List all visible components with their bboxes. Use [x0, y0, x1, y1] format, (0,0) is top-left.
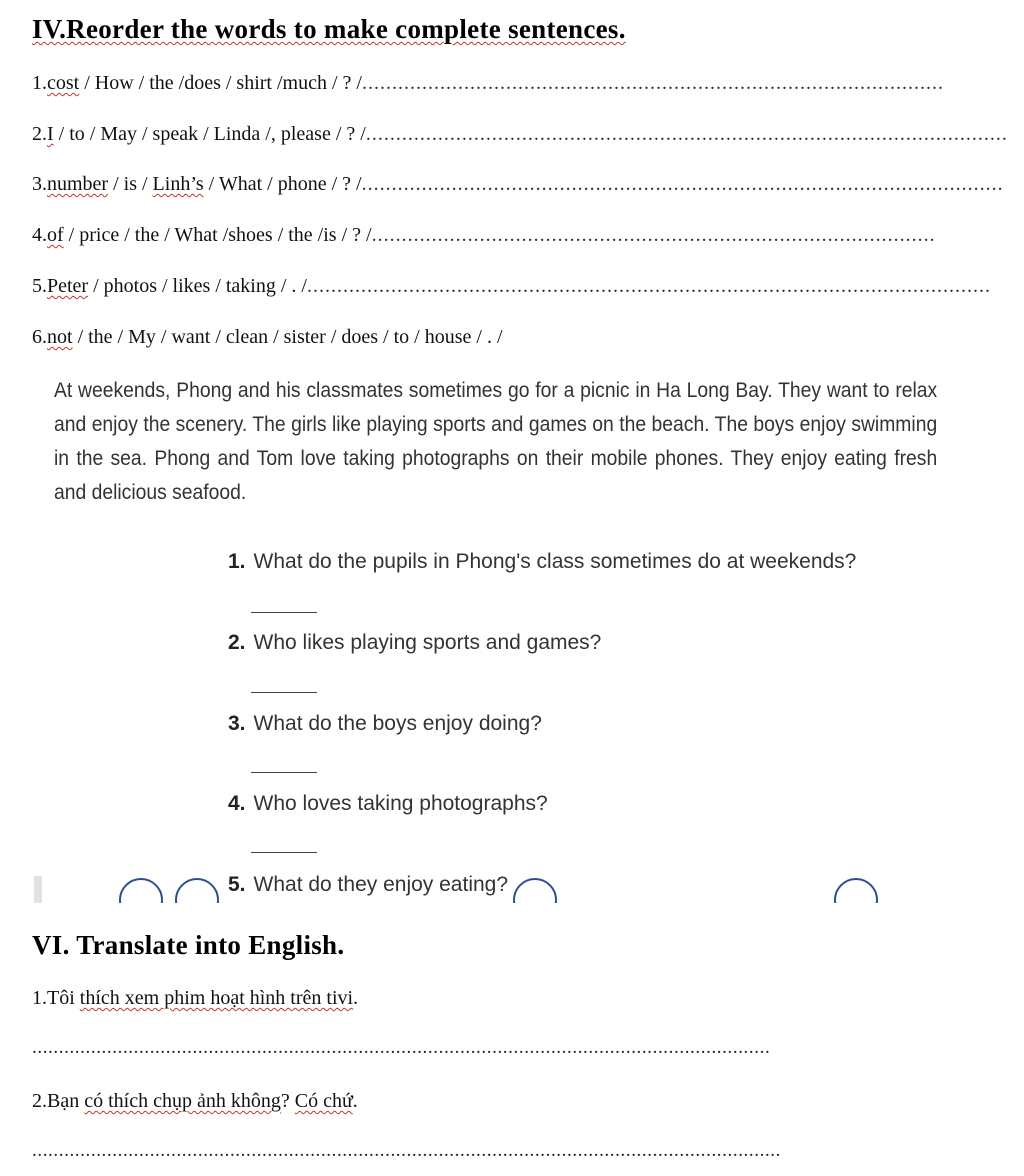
answer-dots: .................................................................................................	[361, 72, 944, 94]
item-number: 2.	[32, 123, 47, 145]
answer-dots: ..............................................................................................	[371, 224, 936, 246]
answer-line-1	[251, 612, 317, 613]
item-number: 2.	[32, 1090, 47, 1112]
answer-dots: ...........................................................................................................	[361, 173, 1004, 195]
section-4-title: IV.Reorder the words to make complete sentences.	[32, 14, 626, 44]
answer-line-3	[251, 772, 317, 773]
question-3	[228, 712, 542, 736]
answer-line-4	[251, 852, 317, 853]
question-number: 4.	[228, 792, 246, 815]
share-circle-icon	[834, 878, 878, 922]
question-4	[228, 792, 548, 816]
item-punct: .	[353, 987, 359, 1009]
edit-circle-icon	[513, 878, 557, 922]
question-5	[228, 873, 512, 897]
item-first-word: of	[47, 224, 64, 246]
item-number: 6.	[32, 326, 47, 348]
reorder-item-2	[32, 123, 1008, 146]
question-text: What do they enjoy eating?	[253, 873, 509, 896]
item-marked-text: có thích chụp ảnh không	[84, 1090, 281, 1112]
item-marked-word: Linh’s	[152, 173, 204, 195]
question-1	[228, 550, 856, 574]
item-number: 3.	[32, 173, 47, 195]
item-punct: ?	[280, 1090, 295, 1112]
reorder-item-1	[32, 72, 944, 95]
answer-dots: ...........................................................................................................	[365, 123, 1008, 145]
item-first-word: Peter	[47, 275, 89, 297]
item-number: 1.	[32, 987, 47, 1009]
item-number: 4.	[32, 224, 47, 246]
question-text: Who likes playing sports and games?	[253, 631, 602, 654]
answer-line-2	[251, 692, 317, 693]
item-first-word: I	[47, 123, 54, 145]
item-words: / price / the / What /shoes / the /is / ? /	[68, 224, 372, 246]
reorder-item-4	[32, 224, 936, 247]
scroll-bar-fragment	[34, 876, 42, 904]
question-number: 1.	[228, 550, 246, 573]
reorder-item-3	[32, 173, 1004, 196]
reorder-item-6	[32, 326, 503, 349]
item-words: / photos / likes / taking / . /	[93, 275, 307, 297]
question-number: 2.	[228, 631, 246, 654]
question-number: 3.	[228, 712, 246, 735]
translate-item-2	[32, 1090, 358, 1113]
translate-answer-1: ..........................................................................................................................................	[32, 1037, 771, 1058]
question-2	[228, 631, 601, 655]
item-punct-2: .	[352, 1090, 358, 1112]
item-words: / How / the /does / shirt /much / ? /	[84, 72, 362, 94]
reorder-item-5	[32, 275, 991, 298]
question-number: 5.	[228, 873, 246, 896]
section-6-title: VI. Translate into English.	[32, 930, 345, 960]
item-first-word: cost	[47, 72, 80, 94]
question-text: Who loves taking photographs?	[253, 792, 548, 815]
item-first-word: number	[47, 173, 109, 195]
translate-item-1	[32, 987, 358, 1010]
translate-answer-2: ............................................................................................................................................	[32, 1140, 781, 1161]
item-number: 5.	[32, 275, 47, 297]
item-number: 1.	[32, 72, 47, 94]
item-text: Bạn	[47, 1090, 85, 1112]
reading-passage: At weekends, Phong and his classmates sometimes go for a picnic in Ha Long Bay. They want to relax and enjoy the scenery. The girls like playing sports and games on the beach. The boys enjoy swimming in the sea. Phong and Tom love taking photographs on their mobile phones. They enjoy eating fresh and delicious seafood.	[54, 379, 938, 504]
item-text: Tôi	[47, 987, 80, 1009]
question-text: What do the boys enjoy doing?	[253, 712, 542, 735]
item-words: / the / My / want / clean / sister / does / to / house / . /	[77, 326, 503, 348]
question-text: What do the pupils in Phong's class sometimes do at weekends?	[253, 550, 857, 573]
minus-circle-icon	[175, 878, 219, 922]
image-edge	[0, 903, 1024, 905]
item-first-word: not	[47, 326, 73, 348]
item-words-2: / What / phone / ? /	[208, 173, 362, 195]
item-marked-text: thích xem phim hoạt hình trên tivi	[79, 987, 354, 1009]
item-marked-text-2: Có chứ	[294, 1090, 353, 1112]
item-words: / to / May / speak / Linda /, please / ? /	[58, 123, 366, 145]
circle-icon	[119, 878, 163, 922]
item-words: / is /	[113, 173, 153, 195]
answer-dots: ..................................................................................................................	[306, 275, 991, 297]
